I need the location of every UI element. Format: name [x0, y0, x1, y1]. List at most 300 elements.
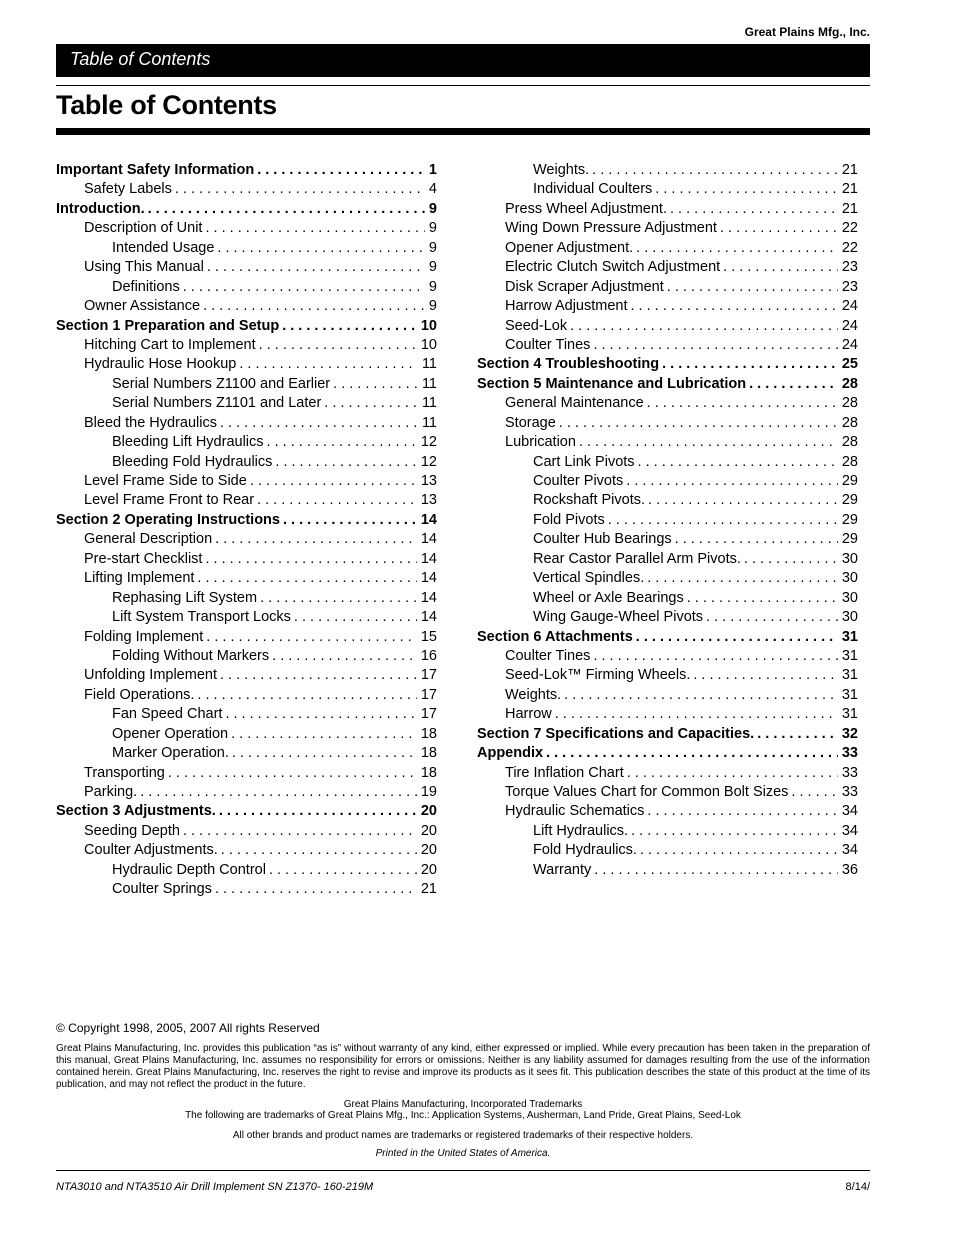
toc-entry[interactable]	[56, 531, 437, 550]
toc-dot-leader	[333, 376, 418, 392]
toc-entry-page: 23	[841, 259, 858, 276]
toc-entry[interactable]	[56, 240, 437, 259]
toc-dot-leader	[231, 726, 417, 742]
toc-dot-leader	[579, 434, 838, 450]
toc-entry-page: 16	[420, 647, 437, 664]
toc-entry-page: 24	[841, 317, 858, 334]
toc-entry[interactable]	[477, 842, 858, 861]
footer-divider	[56, 1170, 870, 1171]
toc-entry-page: 34	[841, 822, 858, 839]
toc-entry-page: 28	[841, 453, 858, 470]
toc-entry[interactable]	[56, 629, 437, 648]
toc-entry-page: 31	[841, 628, 858, 645]
toc-entry[interactable]	[477, 395, 858, 414]
toc-entry[interactable]	[56, 415, 437, 434]
toc-entry-page: 20	[420, 861, 437, 878]
toc-dot-leader	[791, 784, 837, 800]
toc-entry[interactable]	[56, 706, 437, 725]
toc-entry-page: 29	[841, 531, 858, 548]
toc-entry-title: Rear Castor Parallel Arm Pivots.	[533, 550, 741, 567]
toc-entry-page: 30	[841, 550, 858, 567]
toc-entry-title: Rephasing Lift System	[112, 589, 258, 606]
toc-entry-page: 9	[428, 220, 437, 237]
toc-dot-leader	[648, 492, 838, 508]
toc-entry-page: 18	[420, 745, 437, 762]
toc-entry[interactable]	[477, 492, 858, 511]
toc-entry-page: 28	[841, 395, 858, 412]
toc-entry-title: Hitching Cart to Implement	[84, 336, 256, 353]
toc-entry[interactable]	[477, 434, 858, 453]
toc-dot-leader	[217, 240, 425, 256]
toc-entry-page: 31	[841, 667, 858, 684]
toc-dot-leader	[662, 356, 838, 372]
disclaimer-text: Great Plains Manufacturing, Inc. provides this publication “as is” without warranty of any kind, either expressed or implied. While every precaution has been taken in the preparation of this manual, Great Plains Manufacturing, Inc. assumes no responsibility for errors or omissions. Neither is any liability assumed for damages resulting from the use of the information contained herein. Great Plains Manufacturing, Inc. reserves the right to revise and improve its products as it sees fit. This publication describes the state of this product at the time of its publication, and may not reflect the product in the future.	[56, 1043, 870, 1090]
toc-entry-title: Wing Down Pressure Adjustment	[505, 220, 717, 237]
toc-entry[interactable]	[56, 765, 437, 784]
toc-entry-title: Parking.	[84, 784, 138, 800]
toc-entry-page: 21	[841, 181, 858, 198]
toc-entry[interactable]	[56, 395, 437, 414]
toc-entry[interactable]	[477, 201, 858, 220]
toc-entry[interactable]	[56, 337, 437, 356]
toc-dot-leader	[272, 648, 417, 664]
toc-dot-leader	[667, 279, 838, 295]
toc-entry-page: 21	[841, 162, 858, 178]
toc-entry-title: Opener Adjustment.	[505, 239, 634, 256]
header-divider	[56, 85, 870, 86]
toc-entry[interactable]	[56, 590, 437, 609]
toc-dot-leader	[723, 259, 838, 275]
toc-entry-title: Harrow	[505, 706, 552, 723]
toc-dot-leader	[259, 337, 417, 353]
toc-entry-title: Safety Labels	[84, 181, 172, 198]
toc-entry[interactable]	[477, 415, 858, 434]
toc-dot-leader	[744, 551, 838, 567]
toc-entry[interactable]	[477, 648, 858, 667]
toc-entry[interactable]	[477, 162, 858, 181]
toc-entry-title: Owner Assistance	[84, 298, 201, 315]
toc-entry[interactable]	[477, 629, 858, 648]
toc-entry-title: Definitions	[112, 278, 180, 295]
toc-entry[interactable]	[477, 745, 858, 764]
toc-entry-title: Description of Unit	[84, 220, 203, 237]
toc-entry-page: 9	[428, 239, 437, 256]
toc-entry-title: Rockshaft Pivots.	[533, 492, 646, 509]
toc-entry[interactable]	[56, 648, 437, 667]
footer-date: 8/14/	[845, 1181, 870, 1193]
toc-dot-leader	[546, 745, 838, 761]
toc-dot-leader	[687, 590, 838, 606]
toc-dot-leader	[294, 609, 417, 625]
toc-entry-page: 9	[428, 278, 437, 295]
toc-entry-title: Disk Scraper Adjustment	[505, 278, 664, 295]
toc-dot-leader	[640, 842, 838, 858]
toc-entry-page: 23	[841, 278, 858, 295]
toc-entry-page: 24	[841, 298, 858, 315]
toc-dot-leader	[239, 356, 418, 372]
trademark-heading: Great Plains Manufacturing, Incorporated Trademarks	[343, 1099, 583, 1110]
toc-entry-page: 30	[841, 609, 858, 626]
toc-entry[interactable]	[56, 726, 437, 745]
toc-dot-leader	[140, 784, 417, 800]
toc-dot-leader	[148, 201, 425, 217]
toc-entry-page: 30	[841, 570, 858, 587]
company-name: Great Plains Mfg., Inc.	[744, 25, 870, 39]
toc-entry-title: Vertical Spindles.	[533, 570, 645, 587]
toc-entry-page: 9	[428, 298, 437, 315]
toc-entry[interactable]	[56, 823, 437, 842]
toc-entry[interactable]	[477, 337, 858, 356]
toc-dot-leader	[693, 667, 838, 683]
toc-entry[interactable]	[56, 473, 437, 492]
toc-entry[interactable]	[477, 512, 858, 531]
toc-entry-page: 21	[841, 200, 858, 217]
toc-entry[interactable]	[56, 201, 437, 220]
toc-right-column	[477, 162, 858, 881]
toc-entry-title: Weights.	[533, 162, 590, 178]
toc-dot-leader	[647, 803, 837, 819]
toc-entry-title: Field Operations.	[84, 686, 195, 703]
toc-dot-leader	[559, 415, 838, 431]
toc-entry[interactable]	[477, 765, 858, 784]
toc-dot-leader	[215, 881, 417, 897]
toc-dot-leader	[183, 823, 417, 839]
toc-entry-page: 14	[420, 550, 437, 567]
toc-dot-leader	[647, 395, 838, 411]
toc-dot-leader	[220, 667, 417, 683]
toc-entry-page: 19	[420, 784, 437, 800]
toc-entry-page: 28	[841, 414, 858, 431]
toc-entry[interactable]	[56, 803, 437, 822]
toc-entry-page: 12	[420, 434, 437, 451]
toc-dot-leader	[593, 337, 837, 353]
toc-dot-leader	[197, 687, 416, 703]
toc-dot-leader	[570, 318, 838, 334]
toc-entry[interactable]	[56, 492, 437, 511]
toc-dot-leader	[257, 492, 417, 508]
toc-dot-leader	[324, 395, 418, 411]
toc-entry-title: Coulter Pivots	[533, 473, 624, 489]
toc-entry-page: 28	[841, 375, 858, 392]
toc-entry[interactable]	[56, 356, 437, 375]
toc-entry-page: 36	[841, 861, 858, 878]
toc-dot-leader	[269, 862, 417, 878]
toc-entry-page: 10	[420, 317, 437, 334]
toc-entry-page: 31	[841, 647, 858, 664]
toc-dot-leader	[675, 531, 838, 547]
toc-dot-leader	[206, 629, 417, 645]
toc-entry[interactable]	[477, 687, 858, 706]
toc-dot-leader	[647, 570, 838, 586]
toc-dot-leader	[221, 842, 417, 858]
toc-entry-title: Bleeding Fold Hydraulics	[112, 453, 273, 470]
toc-entry[interactable]	[477, 318, 858, 337]
toc-entry-title: Storage	[505, 414, 556, 431]
toc-entry-page: 33	[841, 764, 858, 781]
toc-entry-title: Lifting Implement	[84, 570, 195, 587]
trademark-list: The following are trademarks of Great Plains Mfg., Inc.: Application Systems, Ausherman, Land Pride, Great Plains, Seed-Lok	[185, 1110, 741, 1121]
toc-entry-title: Coulter Adjustments.	[84, 842, 218, 859]
toc-entry-page: 20	[420, 803, 437, 820]
toc-dot-leader	[706, 609, 838, 625]
toc-entry-page: 15	[420, 628, 437, 645]
toc-dot-leader	[232, 745, 417, 761]
toc-entry-page: 11	[421, 414, 437, 431]
toc-entry[interactable]	[477, 240, 858, 259]
toc-entry-page: 12	[420, 453, 437, 470]
toc-entry-title: Level Frame Front to Rear	[84, 492, 255, 509]
toc-entry[interactable]	[477, 726, 858, 745]
toc-entry-title: Coulter Springs	[112, 881, 212, 898]
toc-entry-page: 29	[841, 492, 858, 509]
toc-entry-page: 31	[841, 706, 858, 723]
toc-entry-title: Lift Hydraulics.	[533, 822, 629, 839]
toc-entry-page: 14	[420, 511, 437, 528]
toc-entry-title: Folding Implement	[84, 628, 204, 645]
toc-entry-page: 30	[841, 589, 858, 606]
toc-entry[interactable]	[477, 376, 858, 395]
toc-dot-leader	[592, 162, 838, 178]
toc-entry-page: 10	[420, 336, 437, 353]
toc-dot-leader	[626, 473, 838, 489]
toc-entry[interactable]	[477, 454, 858, 473]
toc-dot-leader	[205, 551, 416, 567]
toc-entry[interactable]	[56, 784, 437, 803]
toc-entry-page: 4	[428, 181, 437, 198]
toc-entry[interactable]	[56, 570, 437, 589]
toc-dot-leader	[757, 726, 838, 742]
toc-dot-leader	[267, 434, 417, 450]
toc-dot-leader	[168, 765, 417, 781]
toc-dot-leader	[197, 570, 416, 586]
toc-dot-leader	[275, 454, 416, 470]
toc-entry[interactable]	[56, 279, 437, 298]
toc-dot-leader	[593, 648, 837, 664]
title-divider	[56, 128, 870, 135]
toc-entry-page: 34	[841, 842, 858, 859]
toc-entry[interactable]	[477, 862, 858, 881]
toc-dot-leader	[220, 415, 418, 431]
toc-entry-title: Fold Pivots	[533, 511, 605, 528]
toc-entry-page: 29	[841, 473, 858, 489]
toc-entry[interactable]	[56, 259, 437, 278]
toc-entry-title: Coulter Tines	[505, 647, 591, 664]
toc-entry-title: General Description	[84, 531, 213, 548]
toc-entry-title: Wing Gauge-Wheel Pivots	[533, 609, 704, 626]
toc-entry[interactable]	[56, 745, 437, 764]
section-header-title: Table of Contents	[70, 49, 211, 69]
toc-entry-title: Unfolding Implement	[84, 667, 217, 684]
toc-dot-leader	[257, 162, 425, 178]
toc-dot-leader	[636, 629, 838, 645]
toc-entry[interactable]	[477, 220, 858, 239]
toc-entry[interactable]	[477, 570, 858, 589]
toc-entry-title: Important Safety Information	[56, 162, 255, 178]
toc-dot-leader	[749, 376, 838, 392]
toc-entry-page: 33	[841, 745, 858, 762]
toc-entry[interactable]	[56, 551, 437, 570]
toc-dot-leader	[183, 279, 425, 295]
toc-dot-leader	[207, 259, 425, 275]
toc-entry-title: Coulter Tines	[505, 336, 591, 353]
toc-entry[interactable]	[477, 181, 858, 200]
toc-entry[interactable]	[56, 434, 437, 453]
toc-entry-page: 14	[420, 531, 437, 548]
toc-entry[interactable]	[477, 803, 858, 822]
toc-dot-leader	[638, 454, 838, 470]
toc-entry[interactable]	[477, 609, 858, 628]
toc-entry-title: Section 5 Maintenance and Lubrication	[477, 375, 747, 392]
toc-entry-title: Bleed the Hydraulics	[84, 414, 217, 431]
toc-left-column	[56, 162, 437, 901]
toc-entry-title: Level Frame Side to Side	[84, 473, 247, 489]
toc-entry[interactable]	[477, 823, 858, 842]
toc-entry-page: 31	[841, 686, 858, 703]
toc-entry-title: Coulter Hub Bearings	[533, 531, 672, 548]
toc-entry-page: 13	[420, 492, 437, 509]
toc-dot-leader	[720, 220, 838, 236]
toc-entry[interactable]	[56, 512, 437, 531]
toc-entry-page: 17	[420, 686, 437, 703]
toc-entry[interactable]	[477, 356, 858, 375]
toc-dot-leader	[205, 220, 424, 236]
toc-entry-title: Press Wheel Adjustment.	[505, 200, 667, 217]
toc-entry-title: Harrow Adjustment	[505, 298, 628, 315]
toc-entry-page: 34	[841, 803, 858, 820]
toc-entry-title: Marker Operation.	[112, 745, 229, 762]
toc-entry-title: Hydraulic Schematics	[505, 803, 645, 820]
toc-dot-leader	[655, 181, 838, 197]
toc-entry-page: 28	[841, 434, 858, 451]
toc-entry[interactable]	[56, 609, 437, 628]
toc-entry-title: Intended Usage	[112, 239, 215, 256]
page-title: Table of Contents	[56, 90, 277, 120]
toc-entry[interactable]	[56, 181, 437, 200]
toc-entry-title: Section 1 Preparation and Setup	[56, 317, 280, 334]
toc-entry-page: 1	[428, 162, 437, 178]
toc-dot-leader	[636, 240, 838, 256]
toc-entry-page: 13	[420, 473, 437, 489]
toc-entry-title: Introduction.	[56, 200, 145, 217]
toc-entry[interactable]	[477, 279, 858, 298]
toc-entry-page: 32	[841, 725, 858, 742]
toc-entry[interactable]	[477, 298, 858, 317]
toc-entry-page: 24	[841, 336, 858, 353]
toc-entry[interactable]	[56, 376, 437, 395]
toc-entry[interactable]	[477, 259, 858, 278]
toc-entry-title: Section 6 Attachments	[477, 628, 633, 645]
toc-entry[interactable]	[477, 473, 858, 492]
toc-entry-title: Section 4 Troubleshooting	[477, 356, 660, 373]
toc-entry[interactable]	[56, 842, 437, 861]
toc-dot-leader	[215, 531, 417, 547]
toc-entry-title: Section 7 Specifications and Capacities.	[477, 725, 755, 742]
toc-entry-page: 22	[841, 220, 858, 237]
toc-entry[interactable]	[477, 667, 858, 686]
toc-entry-title: Electric Clutch Switch Adjustment	[505, 259, 721, 276]
toc-entry-page: 20	[420, 842, 437, 859]
toc-dot-leader	[564, 687, 838, 703]
toc-entry-title: Serial Numbers Z1100 and Earlier	[112, 375, 331, 392]
footer-document-id: NTA3010 and NTA3510 Air Drill Implement SN Z1370- 160-219M	[56, 1181, 374, 1193]
toc-entry-title: Individual Coulters	[533, 181, 653, 198]
toc-entry-page: 11	[421, 395, 437, 412]
toc-entry-page: 14	[420, 570, 437, 587]
toc-entry[interactable]	[477, 551, 858, 570]
toc-entry-title: Pre-start Checklist	[84, 550, 203, 567]
toc-dot-leader	[283, 512, 417, 528]
toc-dot-leader	[670, 201, 838, 217]
toc-entry-title: Seed-Lok™ Firming Wheels.	[505, 667, 691, 684]
toc-entry-title: Seed-Lok	[505, 317, 568, 334]
toc-entry-page: 9	[428, 259, 437, 276]
toc-entry[interactable]	[56, 220, 437, 239]
toc-dot-leader	[219, 803, 417, 819]
printed-in-notice: Printed in the United States of America.	[375, 1148, 551, 1159]
toc-dot-leader	[555, 706, 838, 722]
toc-entry[interactable]	[477, 531, 858, 550]
toc-entry[interactable]	[477, 784, 858, 803]
toc-dot-leader	[594, 862, 838, 878]
toc-entry-page: 11	[421, 356, 437, 373]
toc-entry-page: 18	[420, 725, 437, 742]
toc-dot-leader	[627, 765, 838, 781]
toc-entry[interactable]	[56, 862, 437, 881]
toc-entry-title: Folding Without Markers	[112, 647, 270, 664]
toc-entry-title: Lubrication	[505, 434, 576, 451]
toc-dot-leader	[608, 512, 838, 528]
toc-entry-title: Opener Operation	[112, 725, 229, 742]
toc-entry[interactable]	[477, 590, 858, 609]
toc-entry[interactable]	[56, 881, 437, 900]
toc-entry-title: Seeding Depth	[84, 822, 180, 839]
toc-entry-page: 20	[420, 822, 437, 839]
toc-entry-title: Section 2 Operating Instructions	[56, 511, 280, 528]
toc-entry[interactable]	[56, 687, 437, 706]
toc-dot-leader	[260, 590, 417, 606]
toc-entry-title: Appendix	[477, 745, 544, 762]
toc-dot-leader	[250, 473, 417, 489]
toc-entry-page: 33	[841, 784, 858, 800]
toc-entry-title: Hydraulic Depth Control	[112, 861, 266, 878]
toc-entry-page: 21	[420, 881, 437, 898]
toc-entry-title: Lift System Transport Locks	[112, 609, 291, 626]
toc-entry[interactable]	[56, 667, 437, 686]
toc-dot-leader	[175, 181, 425, 197]
toc-entry-title: Hydraulic Hose Hookup	[84, 356, 237, 373]
toc-entry-title: Warranty	[533, 861, 592, 878]
other-trademarks-notice: All other brands and product names are trademarks or registered trademarks of their respective holders.	[232, 1130, 694, 1141]
toc-entry-title: Bleeding Lift Hydraulics	[112, 434, 264, 451]
toc-entry-page: 11	[421, 375, 437, 392]
toc-entry-title: Fan Speed Chart	[112, 706, 223, 723]
toc-entry-title: Using This Manual	[84, 259, 204, 276]
toc-entry-title: Tire Inflation Chart	[505, 764, 624, 781]
toc-entry-page: 17	[420, 706, 437, 723]
toc-entry[interactable]	[56, 162, 437, 181]
toc-dot-leader	[203, 298, 425, 314]
toc-entry-page: 17	[420, 667, 437, 684]
toc-dot-leader	[225, 706, 416, 722]
toc-entry-title: Cart Link Pivots	[533, 453, 635, 470]
section-header-bar	[56, 44, 870, 77]
toc-entry-page: 22	[841, 239, 858, 256]
toc-entry[interactable]	[477, 706, 858, 725]
toc-entry[interactable]	[56, 318, 437, 337]
toc-entry[interactable]	[56, 298, 437, 317]
toc-entry-page: 14	[420, 589, 437, 606]
toc-entry[interactable]	[56, 454, 437, 473]
